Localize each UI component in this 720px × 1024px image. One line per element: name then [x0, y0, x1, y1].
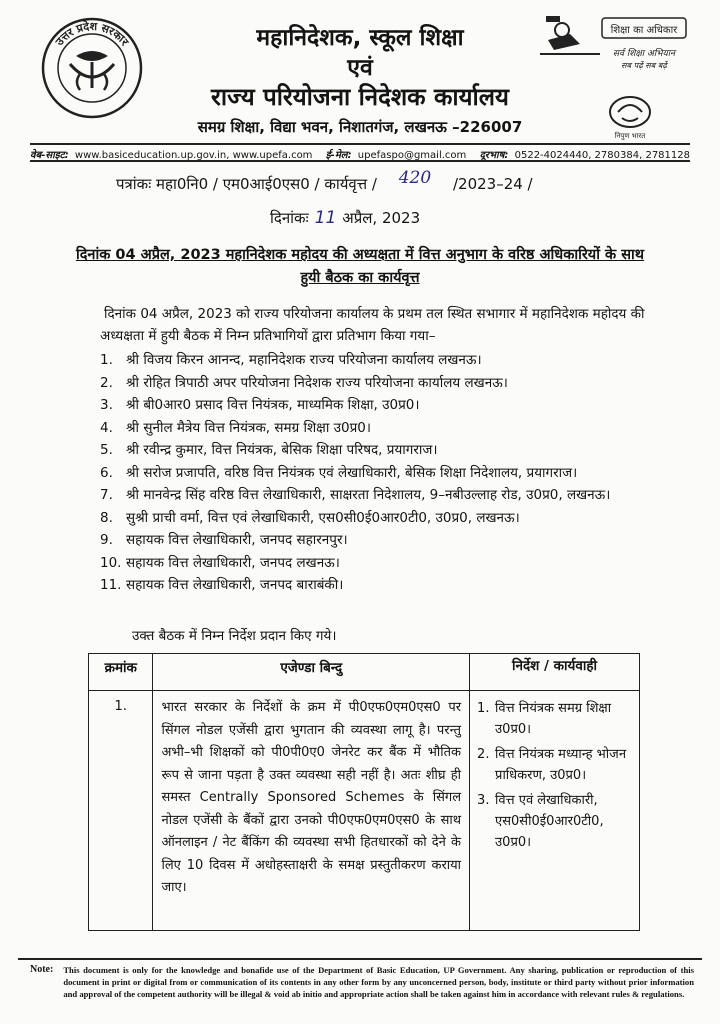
list-item-number: 5. [100, 442, 113, 458]
nipun-caption: निपुण भारत [614, 132, 646, 140]
list-item [100, 395, 660, 416]
action-number: 2. [477, 747, 490, 762]
up-government-seal [40, 16, 144, 120]
subject-text: दिनांक 04 अप्रैल, 2023 महानिदेशक महोदय की अध्यक्षता में वित्त अनुभाग के वरिष्ठ अधिकारियों के साथ हुयी बैठक का कार्यवृत्त [75, 247, 645, 286]
reference-number: 420 [398, 168, 432, 188]
list-item-text: श्री रवीन्द्र कुमार, वित्त नियंत्रक, बेसिक शिक्षा परिषद, प्रयागराज। [126, 442, 438, 458]
list-item-number: 10. [100, 554, 122, 571]
subject-heading [70, 244, 650, 290]
list-item-text: श्री सरोज प्रजापति, वरिष्ठ वित्त नियंत्रक एवं लेखाधिकारी, बेसिक शिक्षा निदेशालय, प्रयागराज। [126, 464, 578, 481]
list-item-text: श्री मानवेन्द्र सिंह वरिष्ठ वित्त लेखाधिकारी, साक्षरता निदेशालय, 9–नबीउल्लाह रोड, उ0प्र0, लखनऊ। [126, 487, 611, 503]
footer-label: Note: [30, 964, 54, 975]
list-item-text: श्री बी0आर0 प्रसाद वित्त नियंत्रक, माध्यमिक शिक्षा, उ0प्र0। [126, 397, 420, 413]
contact-line [30, 143, 690, 161]
list-item-number: 8. [100, 509, 113, 526]
list-item-number: 2. [100, 374, 113, 391]
instructions-intro: उक्त बैठक में निम्न निर्देश प्रदान किए गये। [132, 628, 337, 644]
list-item-text: सहायक वित्त लेखाधिकारी, जनपद सहारनपुर। [126, 532, 348, 548]
agenda-table [88, 653, 640, 931]
phone-block [480, 147, 690, 161]
ssa-text: सर्व शिक्षा अभियान [612, 49, 676, 59]
reference-prefix: पत्रांकः महा0नि0 / एम0आई0एस0 / कार्यवृत्त / [116, 175, 377, 193]
ssa-slogan: सब पढ़ें सब बढ़ें [621, 61, 667, 70]
list-item [100, 440, 660, 461]
reference-suffix: /2023–24 / [452, 175, 533, 193]
list-item-number: 11. [100, 577, 122, 593]
table-row [89, 691, 640, 931]
list-item [100, 508, 660, 529]
date-line [270, 208, 420, 228]
list-item-number: 9. [100, 532, 113, 548]
list-item-text: श्री रोहित त्रिपाठी अपर परियोजना निदेशक राज्य परियोजना कार्यालय लखनऊ। [126, 374, 508, 391]
nipun-bharat-logo [600, 92, 660, 142]
website-block [30, 147, 312, 161]
header-divider [30, 160, 690, 162]
action-number: 3. [477, 793, 490, 808]
list-item-number: 4. [100, 419, 113, 436]
footer-text: This document is only for the knowledge and bonafide use of the Department of Basic Education, UP Government. Any sharing, publication or reproduction of this document in print or digital from or communication of its contents in any other form by any unconcerned person, body, institute or third party without prior information and approval of the competent authority will be illegal & void ab initio and appropriate action shall be taken against him in accordance with relevant rules & regulations. [63, 965, 694, 999]
phone-label: दूरभाष: [479, 150, 509, 161]
list-item [100, 530, 660, 551]
row-agenda: भारत सरकार के निर्देशों के क्रम में पी0एफ0एम0एस0 पर सिंगल नोडल एजेंसी द्वारा भुगतान की व्यवस्था लागू है। परन्तु अभी–भी शिक्षकों को पी0पी0ए0 जेनरेट कर बैंक में भौतिक रूप से जाना पड़ता है उक्त व्यवस्था सही नहीं है। अतः शीघ्र ही समस्त Centrally Sponsored Schemes के सिंगल नोडल एजेंसी के बैंकों द्वारा उनको पी0एफ0एम0एस0 के साथ ऑनलाइन / नेट बैंकिंग की व्यवस्था सभी हितधारकों को देने के लिए 10 दिवस में अधोहस्ताक्षरी के समक्ष प्रस्तुतीकरण कराया जाए। [153, 691, 470, 931]
seal-text: उत्तर प्रदेश सरकार [52, 19, 132, 49]
header-title-line1: महानिदेशक, स्कूल शिक्षा [256, 25, 464, 51]
list-item-number: 6. [100, 464, 113, 481]
reference-line [116, 168, 636, 194]
list-item-text: सहायक वित्त लेखाधिकारी, जनपद लखनऊ। [126, 554, 340, 571]
list-item [477, 790, 632, 853]
email-label: ई-मेल: [325, 150, 352, 161]
list-item [100, 350, 660, 371]
list-item-text: सहायक वित्त लेखाधिकारी, जनपद बाराबंकी। [126, 577, 344, 593]
list-item-text: सुश्री प्राची वर्मा, वित्त एवं लेखाधिकारी, एस0सी0ई0आर0टी0, उ0प्र0, लखनऊ। [126, 509, 520, 526]
column-header-serial: क्रमांक [89, 654, 153, 691]
header-title-line2: एवं [347, 55, 373, 81]
column-header-action: निर्देश / कार्यवाही [470, 654, 640, 691]
date-label: दिनांकः [270, 209, 309, 227]
list-item [100, 553, 660, 574]
rte-logo-text: शिक्षा का अधिकार [610, 25, 678, 36]
email-block [326, 147, 467, 161]
website-label: वेब-साइट: [30, 150, 69, 161]
email-link[interactable]: upefaspo@gmail.com [357, 150, 467, 161]
list-item-number: 1. [100, 352, 113, 368]
rte-logo [540, 10, 690, 80]
column-header-agenda: एजेण्डा बिन्दु [153, 654, 470, 691]
list-item-number: 7. [100, 487, 113, 503]
intro-paragraph: दिनांक 04 अप्रैल, 2023 को राज्य परियोजना कार्यालय के प्रथम तल स्थित सभागार में महानिदेशक महोदय की अध्यक्षता में हुयी बैठक में निम्न प्रतिभागियों द्वारा प्रतिभाग किया गया– [100, 306, 645, 344]
footer-note [30, 964, 694, 1000]
action-text: वित्त एवं लेखाधिकारी, एस0सी0ई0आर0टी0, उ0प्र0। [495, 793, 604, 850]
date-day: 11 [314, 208, 337, 228]
list-item [100, 463, 660, 484]
list-item [477, 744, 632, 786]
action-text: वित्त नियंत्रक समग्र शिक्षा उ0प्र0। [495, 701, 612, 737]
list-item-text: श्री सुनील मैत्रेय वित्त नियंत्रक, समग्र शिक्षा उ0प्र0। [126, 419, 372, 436]
participant-list [100, 350, 660, 598]
date-month-year: अप्रैल, 2023 [342, 209, 421, 227]
office-address: समग्र शिक्षा, विद्या भवन, निशातगंज, लखनऊ –226007 [197, 118, 523, 136]
list-item [100, 575, 660, 596]
row-actions [470, 691, 640, 931]
table-header-row [89, 654, 640, 691]
list-item-text: श्री विजय किरन आनन्द, महानिदेशक राज्य परियोजना कार्यालय लखनऊ। [126, 352, 482, 368]
row-serial: 1. [89, 691, 153, 931]
website-link[interactable]: www.basiceducation.up.gov.in, www.upefa.com [74, 150, 313, 161]
action-number: 1. [477, 701, 490, 716]
header-office-name: राज्य परियोजना निदेशक कार्यालय [211, 83, 509, 111]
footer-divider [18, 958, 702, 960]
action-text: वित्त नियंत्रक मध्यान्ह भोजन प्राधिकरण, उ0प्र0। [495, 747, 627, 783]
list-item [100, 418, 660, 439]
list-item [100, 485, 660, 506]
list-item [100, 373, 660, 394]
list-item-number: 3. [100, 397, 113, 413]
phone-number: 0522-4024440, 2780384, 2781128 [514, 150, 690, 161]
list-item [477, 698, 632, 740]
action-list [471, 692, 638, 863]
